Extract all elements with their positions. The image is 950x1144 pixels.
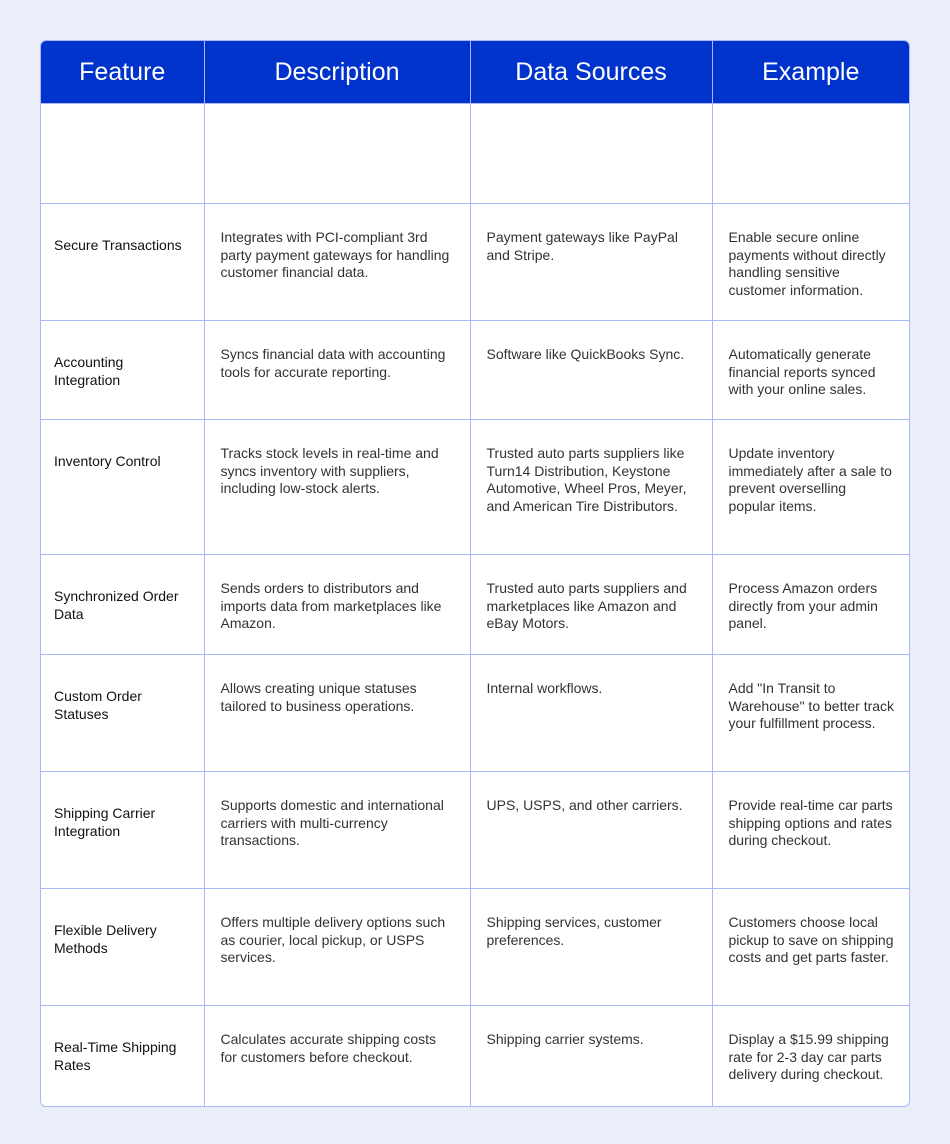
- description-cell: Integrates with PCI-compliant 3rd party payment gateways for handling customer financial data.: [204, 204, 470, 321]
- feature-cell: Inventory Control: [41, 420, 204, 555]
- header-data-sources: Data Sources: [470, 41, 712, 104]
- table-row: [41, 555, 909, 655]
- feature-cell: Synchronized Order Data: [41, 555, 204, 655]
- empty-cell: [204, 104, 470, 204]
- data-sources-cell: Trusted auto parts suppliers like Turn14 Distribution, Keystone Automotive, Wheel Pros, Meyer, and American Tire Distributors.: [470, 420, 712, 555]
- table-row: [41, 889, 909, 1006]
- data-sources-cell: UPS, USPS, and other carriers.: [470, 772, 712, 889]
- table-row: [41, 655, 909, 772]
- feature-cell: Secure Transactions: [41, 204, 204, 321]
- empty-row: [41, 104, 909, 204]
- data-sources-cell: Shipping services, customer preferences.: [470, 889, 712, 1006]
- data-sources-cell: Shipping carrier systems.: [470, 1006, 712, 1106]
- feature-table: [40, 40, 910, 1107]
- feature-cell: Real-Time Shipping Rates: [41, 1006, 204, 1106]
- data-sources-cell: Trusted auto parts suppliers and marketplaces like Amazon and eBay Motors.: [470, 555, 712, 655]
- feature-cell: Shipping Carrier Integration: [41, 772, 204, 889]
- feature-cell: Accounting Integration: [41, 321, 204, 420]
- example-cell: Update inventory immediately after a sale to prevent overselling popular items.: [712, 420, 909, 555]
- example-cell: Provide real-time car parts shipping options and rates during checkout.: [712, 772, 909, 889]
- example-cell: Automatically generate financial reports synced with your online sales.: [712, 321, 909, 420]
- table-row: [41, 420, 909, 555]
- example-cell: Display a $15.99 shipping rate for 2-3 day car parts delivery during checkout.: [712, 1006, 909, 1106]
- description-cell: Syncs financial data with accounting tools for accurate reporting.: [204, 321, 470, 420]
- description-cell: Tracks stock levels in real-time and syncs inventory with suppliers, including low-stock alerts.: [204, 420, 470, 555]
- header-example: Example: [712, 41, 909, 104]
- feature-cell: Custom Order Statuses: [41, 655, 204, 772]
- example-cell: Process Amazon orders directly from your admin panel.: [712, 555, 909, 655]
- header-description: Description: [204, 41, 470, 104]
- table-row: [41, 204, 909, 321]
- description-cell: Offers multiple delivery options such as courier, local pickup, or USPS services.: [204, 889, 470, 1006]
- description-cell: Calculates accurate shipping costs for customers before checkout.: [204, 1006, 470, 1106]
- description-cell: Allows creating unique statuses tailored to business operations.: [204, 655, 470, 772]
- example-cell: Customers choose local pickup to save on shipping costs and get parts faster.: [712, 889, 909, 1006]
- header-row: [41, 41, 909, 104]
- empty-cell: [712, 104, 909, 204]
- description-cell: Supports domestic and international carriers with multi-currency transactions.: [204, 772, 470, 889]
- empty-cell: [470, 104, 712, 204]
- table-row: [41, 321, 909, 420]
- data-sources-cell: Software like QuickBooks Sync.: [470, 321, 712, 420]
- feature-cell: Flexible Delivery Methods: [41, 889, 204, 1006]
- empty-cell: [41, 104, 204, 204]
- data-sources-cell: Payment gateways like PayPal and Stripe.: [470, 204, 712, 321]
- data-sources-cell: Internal workflows.: [470, 655, 712, 772]
- description-cell: Sends orders to distributors and imports data from marketplaces like Amazon.: [204, 555, 470, 655]
- header-feature: Feature: [41, 41, 204, 104]
- example-cell: Add "In Transit to Warehouse" to better track your fulfillment process.: [712, 655, 909, 772]
- table-row: [41, 1006, 909, 1106]
- example-cell: Enable secure online payments without directly handling sensitive customer information.: [712, 204, 909, 321]
- table-row: [41, 772, 909, 889]
